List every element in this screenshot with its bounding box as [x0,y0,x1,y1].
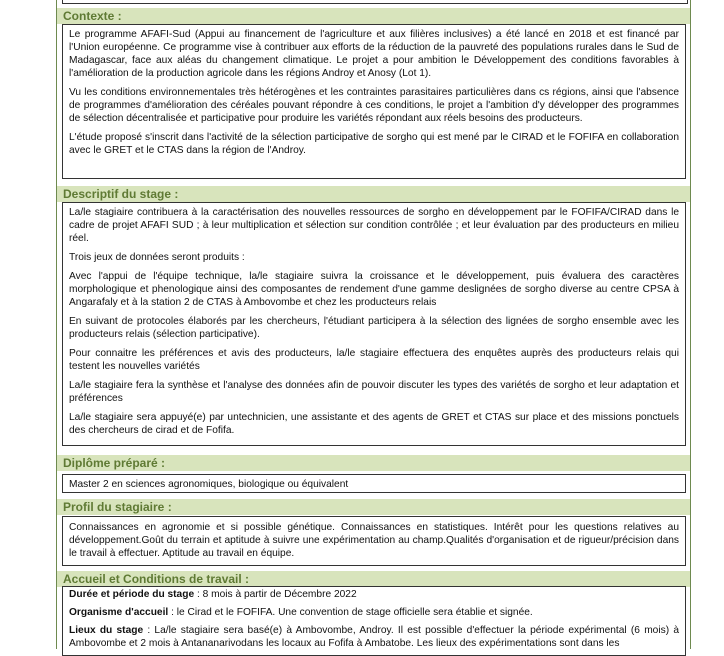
section-body-diplome [62,474,686,493]
accueil-lieux [69,624,679,650]
section-body-profil [62,516,686,566]
section-body-contexte [62,24,686,179]
organisme-label: Organisme d'accueil [69,607,169,618]
section-body-accueil [62,586,686,656]
right-border [690,0,691,649]
contexte-paragraph: L'étude proposé s'inscrit dans l'activité de la sélection participative de sorgho qui est mené par le CIRAD et le FOFIFA en collaboration avec le GRET et le CTAS dans la région de l'Androy. [69,132,679,156]
descriptif-paragraph: Trois jeux de données seront produits : [69,252,245,263]
section-heading-contexte: Contexte : [57,8,690,24]
descriptif-paragraph: En suivant de protocoles élaborés par les chercheurs, l'étudiant participera à la sélection des lignées de sorgho ensemble avec les producteurs relais (sélection participative). [69,316,679,340]
descriptif-paragraph: La/le stagiaire fera la synthèse et l'analyse des données afin de pouvoir discuter les types des variétés de sorgho et leur adaptation et préférences [69,380,679,404]
section-body-descriptif [62,202,686,446]
previous-section-box [62,0,688,4]
duree-text: : 8 mois à partir de Décembre 2022 [194,589,357,600]
section-heading-profil: Profil du stagiaire : [57,499,690,515]
lieux-text: : La/le stagiaire sera basé(e) à Ambovombe, Androy. Il est possible d'effectuer la période expérimental (6 mois) à Ambovombe et 2 mois à Antananarivodans les locaux au Fofifa à Ambatobe. Les lieux des expérimentations sont dans les [69,625,679,649]
descriptif-paragraph: Pour connaitre les préférences et avis des producteurs, la/le stagiaire effectuera des enquêtes auprès des producteurs relais qui testent les nouvelles variétés [69,348,679,372]
diplome-text: Master 2 en sciences agronomiques, biologique ou équivalent [69,479,349,490]
descriptif-paragraph: La/le stagiaire contribuera à la caractérisation des nouvelles ressources de sorgho en développement par le FOFIFA/CIRAD dans le cadre de projet AFAFI SUD ; à leur multiplication et sélection sur condition contrôlée ; et leur évaluation par des producteurs en milieu réel. [69,207,679,244]
organisme-text: : le Cirad et le FOFIFA. Une convention de stage officielle sera établie et signée. [168,607,533,618]
duree-label: Durée et période du stage [69,589,195,600]
section-heading-descriptif: Descriptif du stage : [57,186,690,202]
left-border [56,0,57,649]
accueil-organisme [69,606,679,619]
contexte-paragraph: Vu les conditions environnementales très hétérogènes et les contraintes parasitaires particulières dans cs régions, ainsi que l'absence de programmes d'amélioration des céréales pouvant répondre à ces conditions, le projet a l'ambition d'y développer des programmes de sélection décentralisée et participative pour produire les variétés répondant aux réels besoins des producteurs. [69,87,679,124]
section-heading-accueil: Accueil et Conditions de travail : [57,571,690,587]
section-heading-diplome: Diplôme préparé : [57,455,690,471]
lieux-label: Lieux du stage [69,625,144,636]
descriptif-paragraph: Avec l'appui de l'équipe technique, la/le stagiaire suivra la croissance et le développement, puis évaluera des caractères morphologique et phenologique ainsi des composantes de rendement d'une gamme deslignées de sorgho diverse au centre CPSA à Angarafaly et à la station 2 de CTAS à Ambovombe et chez les producteurs relais [69,271,679,308]
contexte-paragraph: Le programme AFAFI-Sud (Appui au financement de l'agriculture et aux filières inclusives) a été lancé en 2018 et est financé par l'Union européenne. Ce programme vise à contribuer aux efforts de la réduction de la pauvreté des populations rurales dans le Sud de Madagascar, face aux aléas du changement climatique. Le projet a pour ambition le Développement des conditions favorables à l'amélioration de la production agricole dans les régions Androy et Anosy (Lot 1). [69,29,679,79]
accueil-duree [69,588,679,601]
profil-text: Connaissances en agronomie et si possible génétique. Connaissances en statistiques. Intérêt pour les questions relatives au développement.Goût du terrain et aptitude à suivre une expérimentation au champ.Qualités d'organisation et de rigueur/précision dans le travail à effectuer. Aptitude au travail en équipe. [69,522,679,559]
descriptif-paragraph: La/le stagiaire sera appuyé(e) par untechnicien, une assistante et des agents de GRET et CTAS sur place et des missions ponctuels des chercheurs de cirad et de Fofifa. [69,412,679,436]
